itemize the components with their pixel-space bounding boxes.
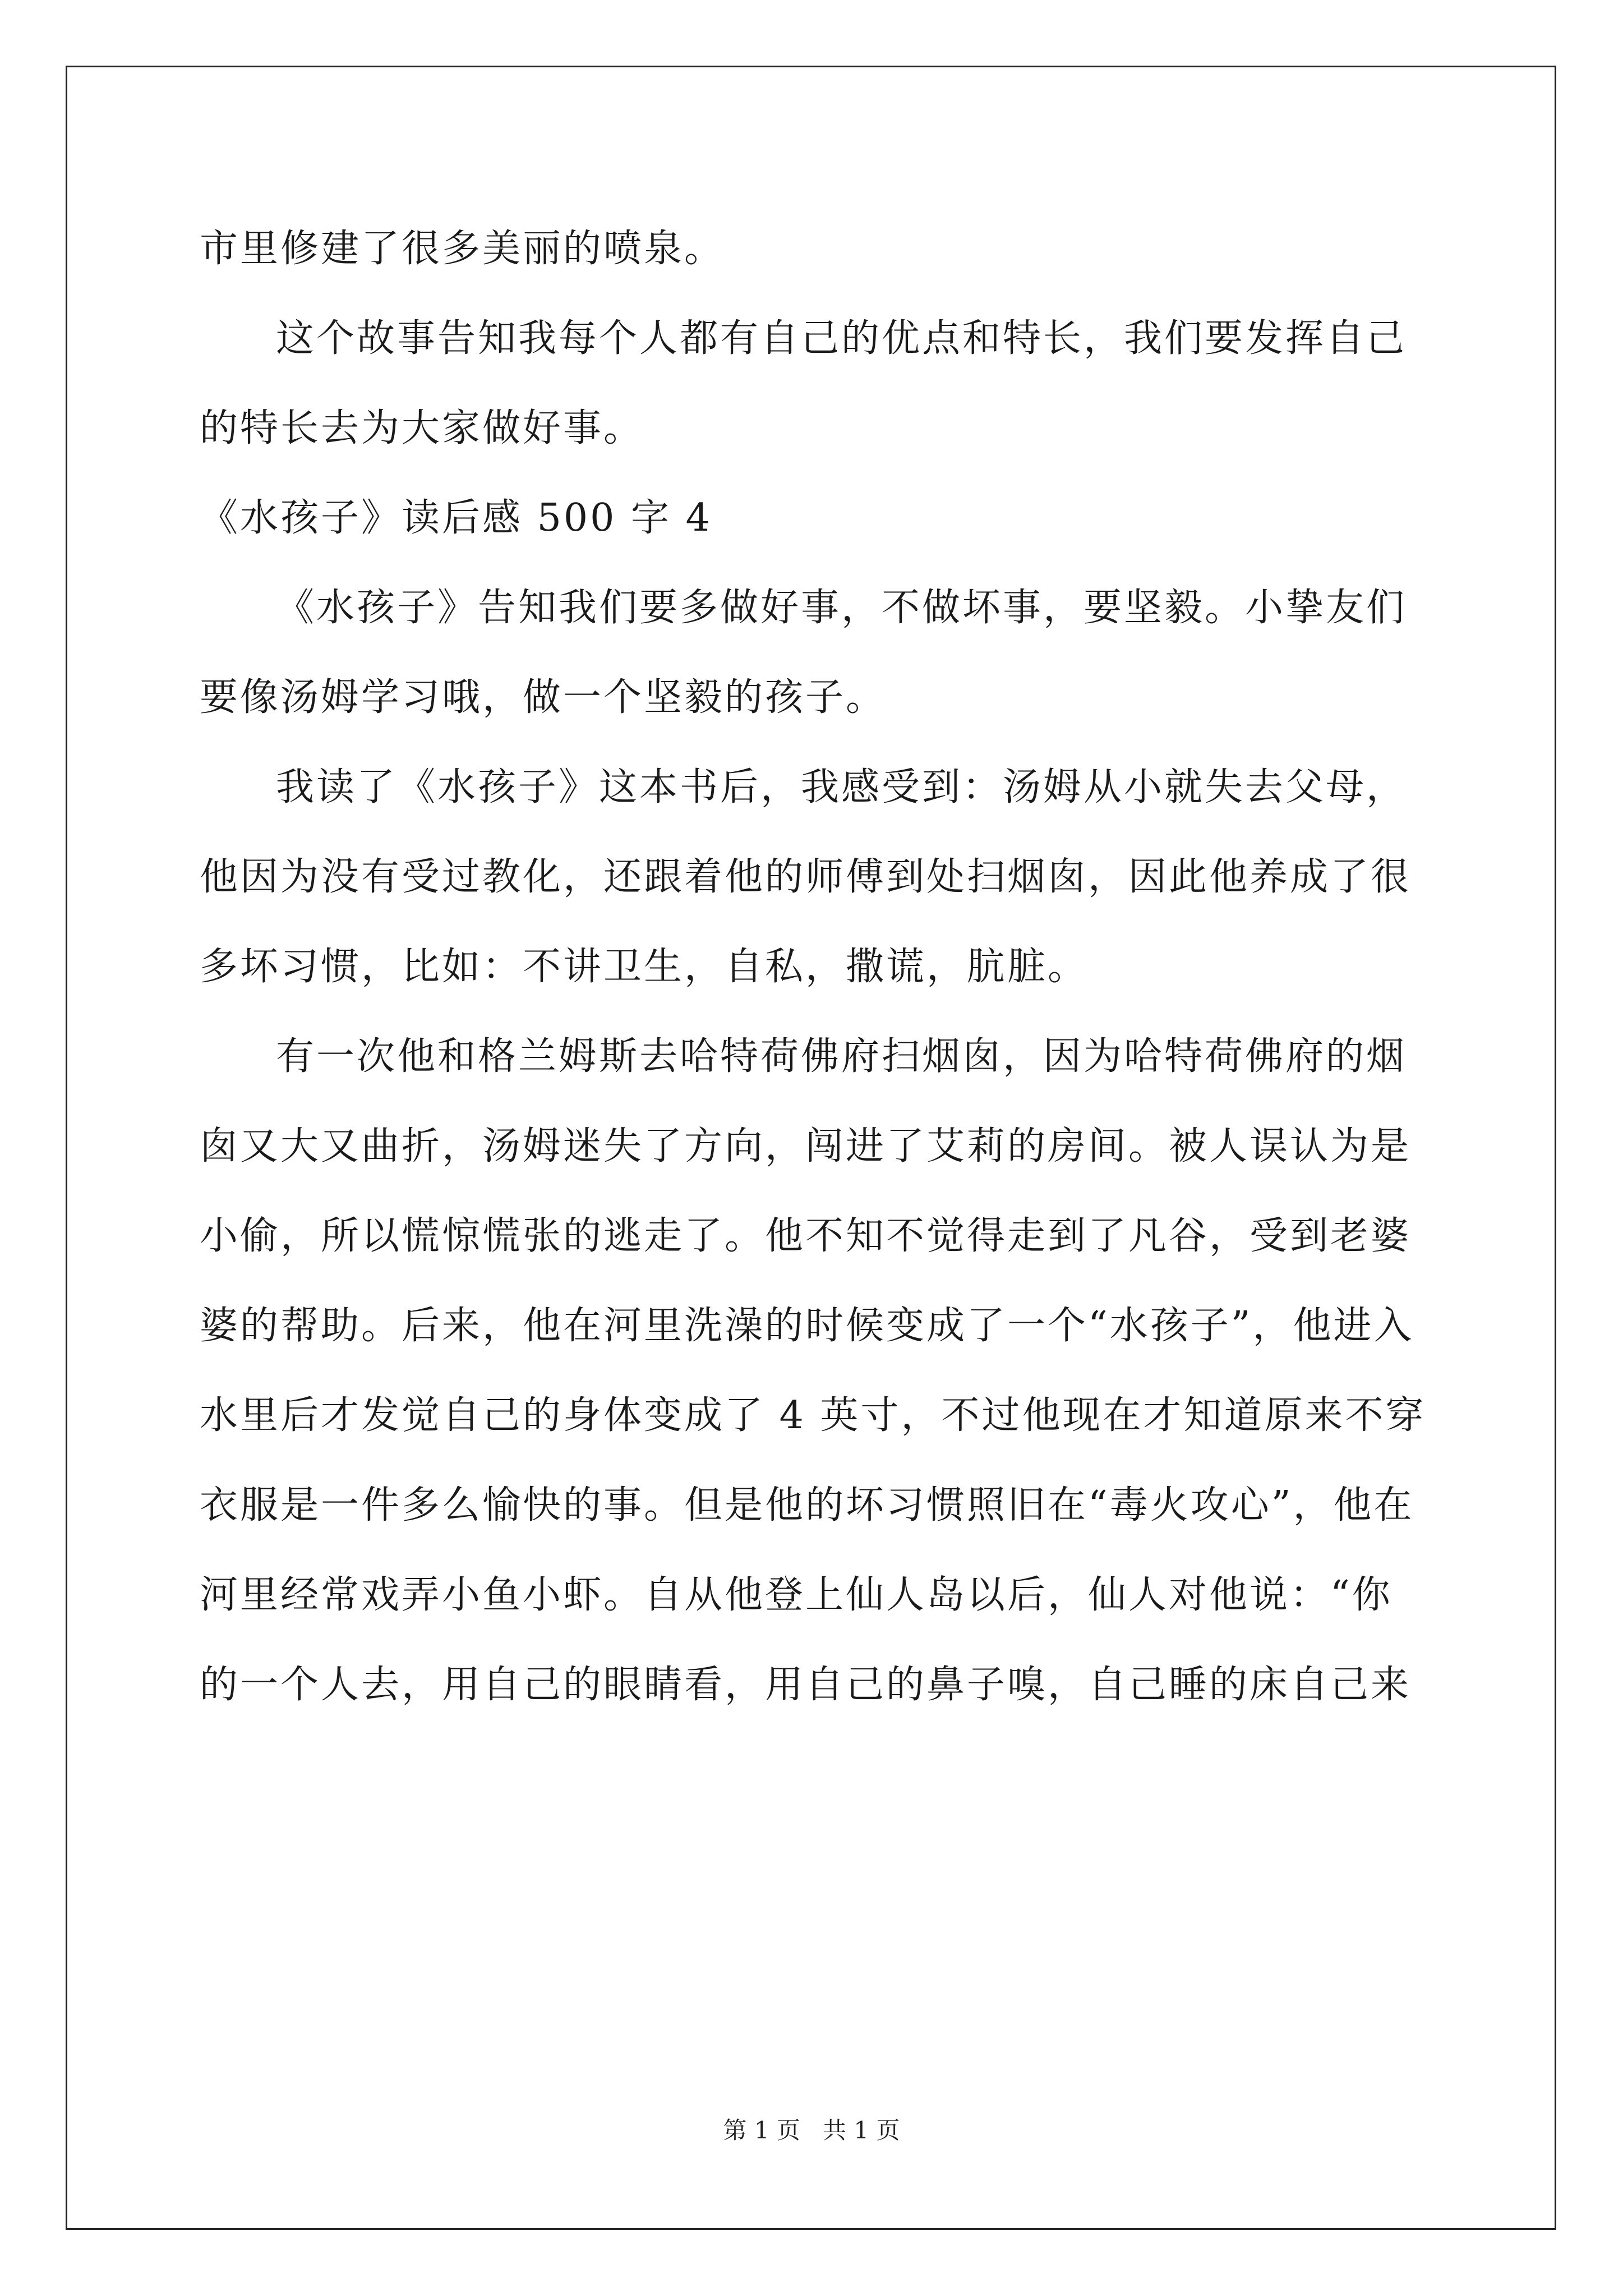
text-line: 要像汤姆学习哦，做一个坚毅的孩子。 bbox=[200, 675, 887, 720]
text-line: 的一个人去，用自己的眼睛看，用自己的鼻子嗅，自己睡的床自己来 bbox=[200, 1663, 1412, 1707]
text-line: 这个故事告知我每个人都有自己的优点和特长，我们要发挥自己 bbox=[276, 316, 1407, 361]
text-line: 河里经常戏弄小鱼小虾。自从他登上仙人岛以后，仙人对他说：“你 bbox=[200, 1573, 1393, 1617]
text-line: 小偷，所以慌惊慌张的逃走了。他不知不觉得走到了凡谷，受到老婆 bbox=[200, 1214, 1412, 1258]
text-line: 婆的帮助。后来，他在河里洗澡的时候变成了一个“水孩子”，他进入 bbox=[200, 1304, 1414, 1348]
text-line: 《水孩子》告知我们要多做好事，不做坏事，要坚毅。小挚友们 bbox=[276, 586, 1407, 630]
document-body bbox=[200, 204, 1433, 1730]
text-line: 我读了《水孩子》这本书后，我感受到：汤姆从小就失去父母， bbox=[276, 765, 1407, 809]
text-line: 市里修建了很多美丽的喷泉。 bbox=[200, 227, 725, 271]
text-line: 多坏习惯，比如：不讲卫生，自私，撒谎，肮脏。 bbox=[200, 945, 1089, 989]
text-line: 他因为没有受过教化，还跟着他的师傅到处扫烟囱，因此他养成了很 bbox=[200, 855, 1412, 899]
text-line: 囱又大又曲折，汤姆迷失了方向，闯进了艾莉的房间。被人误认为是 bbox=[200, 1124, 1412, 1168]
text-line: 衣服是一件多么愉快的事。但是他的坏习惯照旧在“毒火攻心”，他在 bbox=[200, 1483, 1414, 1527]
section-heading: 《水孩子》读后感 500 字 4 bbox=[200, 496, 712, 540]
text-line: 水里后才发觉自己的身体变成了 4 英寸，不过他现在才知道原来不穿 bbox=[200, 1393, 1426, 1438]
text-line: 有一次他和格兰姆斯去哈特荷佛府扫烟囱，因为哈特荷佛府的烟 bbox=[276, 1034, 1407, 1079]
text-line: 的特长去为大家做好事。 bbox=[200, 406, 644, 450]
page-footer: 第 1 页 共 1 页 bbox=[723, 2116, 900, 2144]
